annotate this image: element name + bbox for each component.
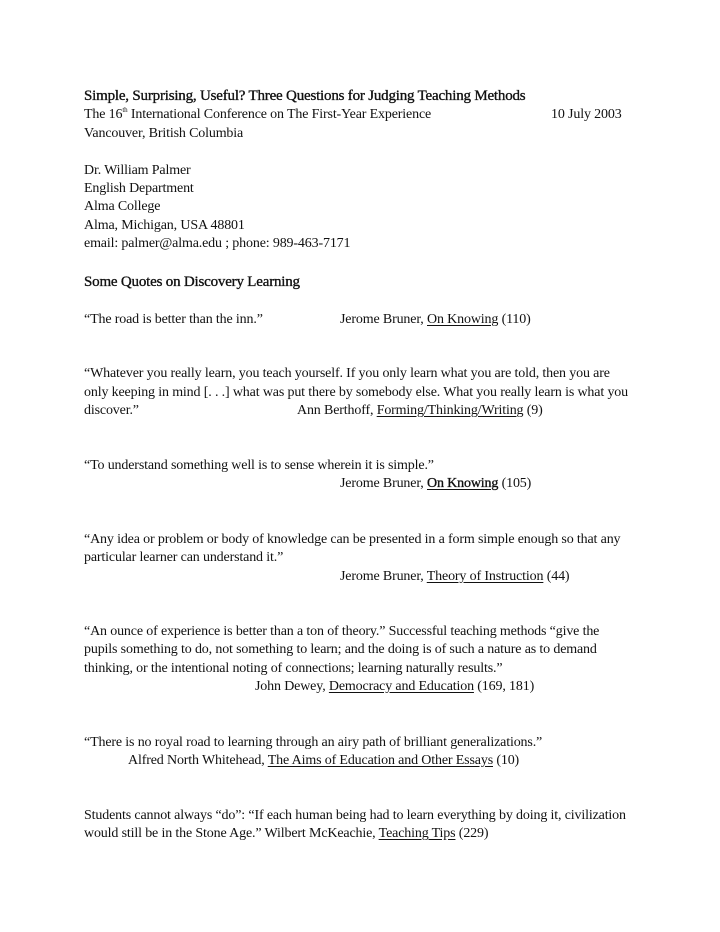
citation-pages: (110) — [498, 312, 531, 327]
conference-location: Vancouver, British Columbia — [84, 126, 244, 141]
quote-4-line-2: particular learner can understand it.” — [84, 550, 284, 565]
author-address: Alma, Michigan, USA 48801 — [84, 218, 245, 233]
citation-author: Ann Berthoff, — [297, 403, 377, 418]
quote-5-line-1: “An ounce of experience is better than a ton of theory.” Successful teaching methods “give the — [84, 624, 600, 639]
document-title: Simple, Surprising, Useful? Three Questions for Judging Teaching Methods — [84, 88, 526, 104]
quote-5-citation — [255, 678, 534, 696]
conference-date: 10 July 2003 — [551, 107, 622, 122]
conference-prefix: The 16 — [84, 107, 123, 122]
author-name: Dr. William Palmer — [84, 163, 191, 178]
quote-7-line-1: Students cannot always “do”: “If each human being had to learn everything by doing it, civilization — [84, 808, 626, 823]
citation-pages: (105) — [498, 476, 532, 491]
citation-work: Theory of Instruction — [426, 569, 544, 584]
citation-work: Democracy and Education — [328, 679, 474, 694]
quote-2-line-2: only keeping in mind [. . .] what was put there by somebody else. What you really learn is what you — [84, 385, 628, 400]
citation-author: John Dewey, — [255, 679, 329, 694]
quote-2-line-3: discover.” — [84, 403, 139, 418]
quote-5-line-2: pupils something to do, not something to learn; and the doing is of such a nature as to demand — [84, 642, 597, 657]
citation-work: Forming/Thinking/Writing — [376, 403, 524, 418]
conference-line — [84, 106, 431, 124]
citation-pages: (10) — [493, 753, 520, 768]
citation-work: On Knowing — [427, 476, 499, 491]
quote-3-line-1: “To understand something well is to sense wherein it is simple.” — [84, 458, 434, 473]
citation-author: Alfred North Whitehead, — [128, 753, 268, 768]
quote-5-line-3: thinking, or the intentional noting of connections; learning naturally results.” — [84, 661, 503, 676]
citation-pages: (9) — [523, 403, 543, 418]
quote-1-citation — [340, 311, 531, 329]
quote-2-citation — [297, 402, 543, 420]
citation-author: Jerome Bruner, — [340, 569, 427, 584]
citation-work: The Aims of Education and Other Essays — [267, 753, 493, 768]
citation-work: Teaching Tips — [378, 826, 456, 841]
quote-7-line-2 — [84, 825, 488, 843]
citation-pages: (229) — [455, 826, 489, 841]
quote-6-line-1: “There is no royal road to learning through an airy path of brilliant generalizations.” — [84, 735, 543, 750]
quote-2-line-1: “Whatever you really learn, you teach yourself. If you only learn what you are told, then you are — [84, 366, 610, 381]
citation-author: Jerome Bruner, — [340, 476, 427, 491]
section-heading: Some Quotes on Discovery Learning — [84, 274, 300, 290]
citation-pages: (44) — [543, 569, 570, 584]
quote-4-citation — [340, 568, 569, 586]
quote-6-citation — [128, 752, 519, 770]
quote-1-text: “The road is better than the inn.” — [84, 312, 263, 327]
quote-3-citation — [340, 475, 531, 493]
author-department: English Department — [84, 181, 194, 196]
ordinal-suffix: th — [122, 106, 128, 114]
quote-4-line-1: “Any idea or problem or body of knowledge can be presented in a form simple enough so that any — [84, 532, 621, 547]
citation-pages: (169, 181) — [473, 679, 535, 694]
citation-work: On Knowing — [427, 312, 499, 327]
author-college: Alma College — [84, 199, 161, 214]
quote-7-text: would still be in the Stone Age.” Wilbert McKeachie, — [84, 826, 379, 841]
citation-author: Jerome Bruner, — [340, 312, 427, 327]
conference-name: International Conference on The First-Year Experience — [127, 107, 432, 122]
author-contact: email: palmer@alma.edu ; phone: 989-463-7171 — [84, 236, 351, 251]
